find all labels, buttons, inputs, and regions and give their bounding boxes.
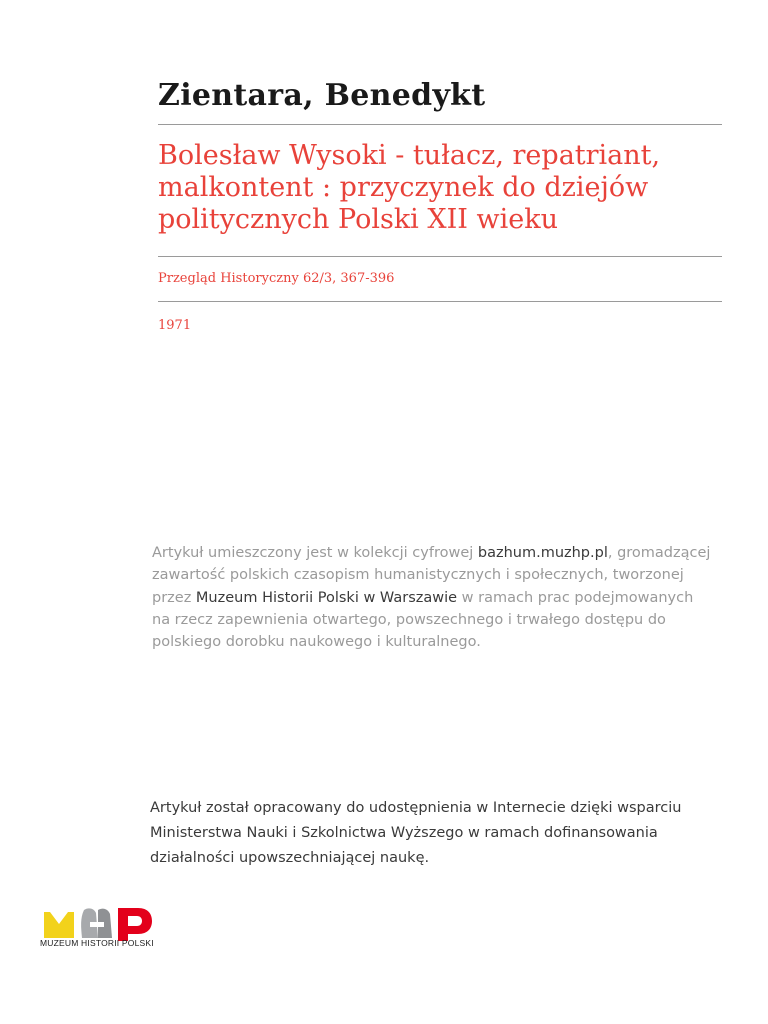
divider-title	[158, 256, 722, 257]
publication-year: 1971	[158, 318, 192, 333]
logo-p-mark	[118, 908, 152, 941]
logo-m-mark	[44, 912, 74, 938]
journal-source: Przegląd Historyczny 62/3, 367-396	[158, 271, 395, 286]
logo-caption: MUZEUM HISTORII POLSKI	[40, 938, 154, 948]
notice-text-1: Artykuł umieszczony jest w kolekcji cyfrowej	[152, 545, 478, 561]
notice-text-2: , gromadzącej zawartość polskich czasopism humanistycznych i społecznych, tworzonej przez	[152, 545, 711, 606]
logo-h-mark	[81, 908, 112, 938]
divider-author	[158, 124, 722, 125]
article-title: Bolesław Wysoki - tułacz, repatriant, malkontent : przyczynek do dziejów politycznych Polski XII wieku	[158, 140, 661, 235]
bazhum-link[interactable]: bazhum.muzhp.pl	[477, 545, 608, 561]
museum-link[interactable]: Muzeum Historii Polski w Warszawie	[195, 589, 458, 606]
notice-text-3: w ramach prac podejmowanych na rzecz zapewnienia otwartego, powszechnego i trwałego dostępu do polskiego dorobku naukowego i kulturalnego.	[152, 589, 694, 651]
divider-source	[158, 301, 722, 302]
collection-notice	[152, 542, 712, 653]
author-name: Zientara, Benedykt	[158, 78, 486, 113]
funding-notice: Artykuł został opracowany do udostępnienia w Internecie dzięki wsparciu Ministerstwa Nauki i Szkolnictwa Wyższego w ramach dofinansowania działalności upowszechniającej naukę.	[150, 800, 682, 866]
